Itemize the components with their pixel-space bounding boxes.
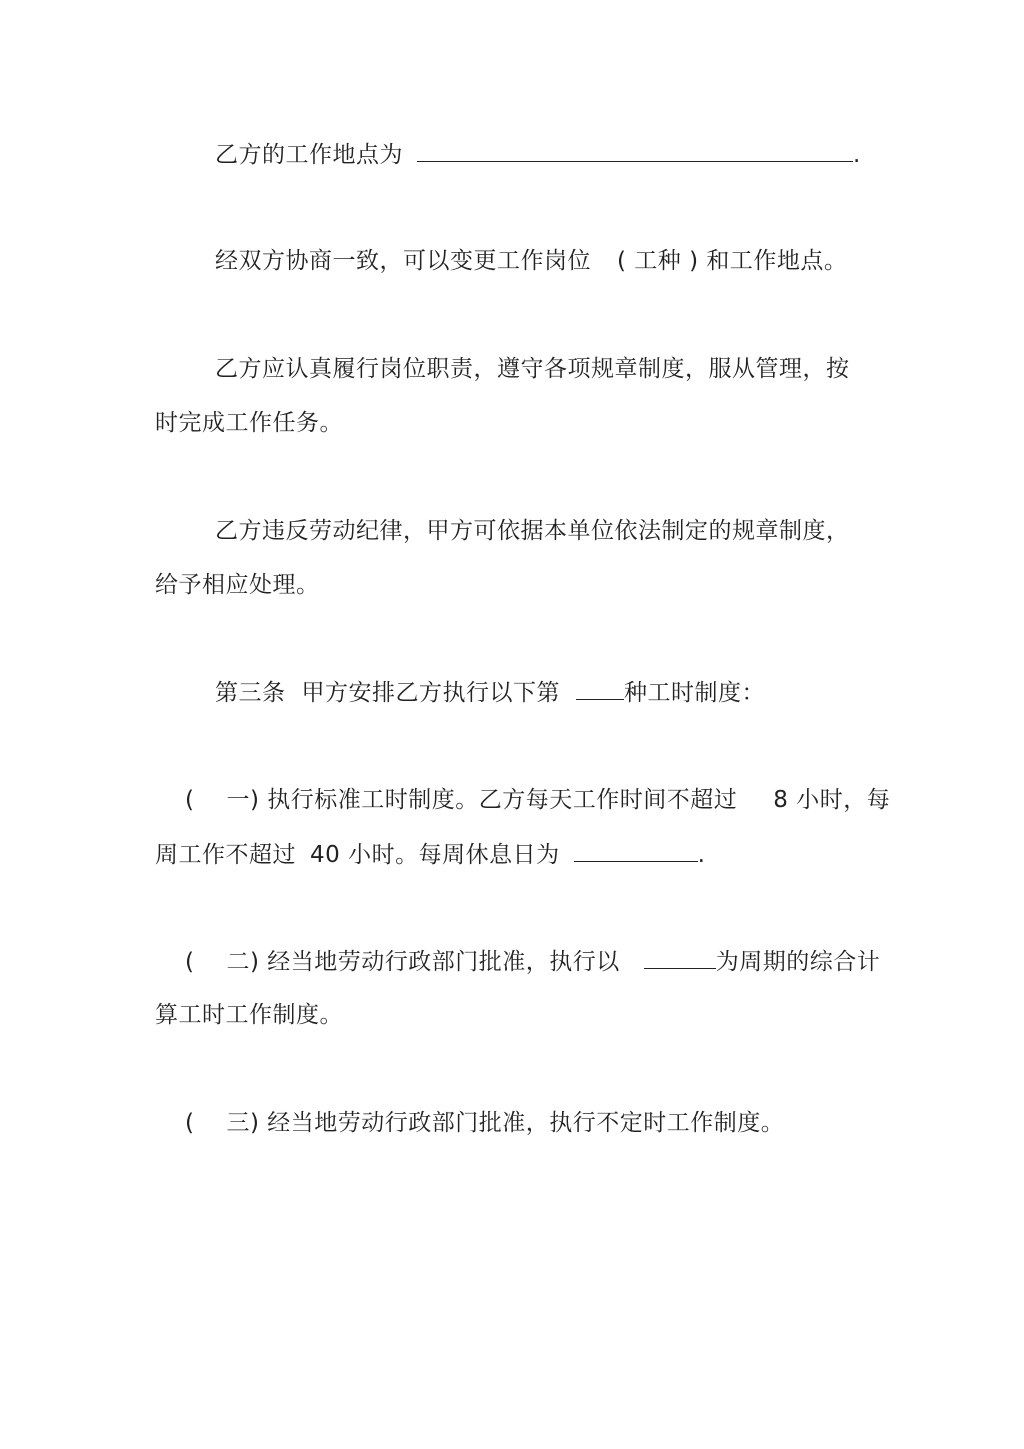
work-location-blank — [417, 139, 853, 162]
paragraph-discipline-line1: 乙方违反劳动纪律，甲方可依据本单位依法制定的规章制度， — [215, 518, 850, 544]
work-location-label: 乙方的工作地点为 — [215, 142, 403, 168]
article-three-blank — [576, 677, 624, 700]
item-two-paren: ( — [185, 949, 195, 975]
item-two-line1 — [185, 946, 880, 977]
cycle-blank — [644, 946, 716, 969]
item-one-period: . — [697, 842, 706, 868]
change-position-text-b: ( 工种 ) 和工作地点。 — [617, 248, 848, 274]
item-one-line1 — [185, 785, 890, 815]
paragraph-duties-line1: 乙方应认真履行岗位职责，遵守各项规章制度，服从管理，按 — [215, 356, 850, 382]
article-three-text: 甲方安排乙方执行以下第 — [301, 680, 560, 706]
item-two-text-b: 为周期的综合计 — [715, 949, 881, 975]
item-one-week-text: 周工作不超过 — [155, 842, 296, 868]
paragraph-work-location — [215, 139, 861, 170]
item-one-line2 — [155, 839, 705, 870]
work-location-period: . — [853, 142, 861, 168]
item-three-text: 三) 经当地劳动行政部门批准，执行不定时工作制度。 — [226, 1110, 785, 1136]
item-one-hours: 8 小时，每 — [773, 787, 891, 813]
item-one-rest-text: 40 小时。每周休息日为 — [310, 842, 560, 868]
paragraph-discipline-line2: 给予相应处理。 — [155, 572, 320, 598]
item-two-line2: 算工时工作制度。 — [155, 1002, 343, 1028]
item-two-text: 二) 经当地劳动行政部门批准，执行以 — [226, 949, 620, 975]
article-three-text-b: 种工时制度： — [624, 680, 765, 706]
paragraph-change-position — [215, 246, 847, 276]
rest-day-blank — [574, 839, 698, 862]
item-three-paren: ( — [185, 1110, 195, 1136]
item-one-paren: ( — [185, 787, 195, 813]
item-three-line1 — [185, 1108, 784, 1138]
article-three-label: 第三条 — [215, 680, 286, 706]
paragraph-duties-line2: 时完成工作任务。 — [155, 410, 343, 436]
item-one-text: 一) 执行标准工时制度。乙方每天工作时间不超过 — [226, 787, 738, 813]
article-three — [215, 677, 765, 708]
change-position-text: 经双方协商一致，可以变更工作岗位 — [215, 248, 591, 274]
